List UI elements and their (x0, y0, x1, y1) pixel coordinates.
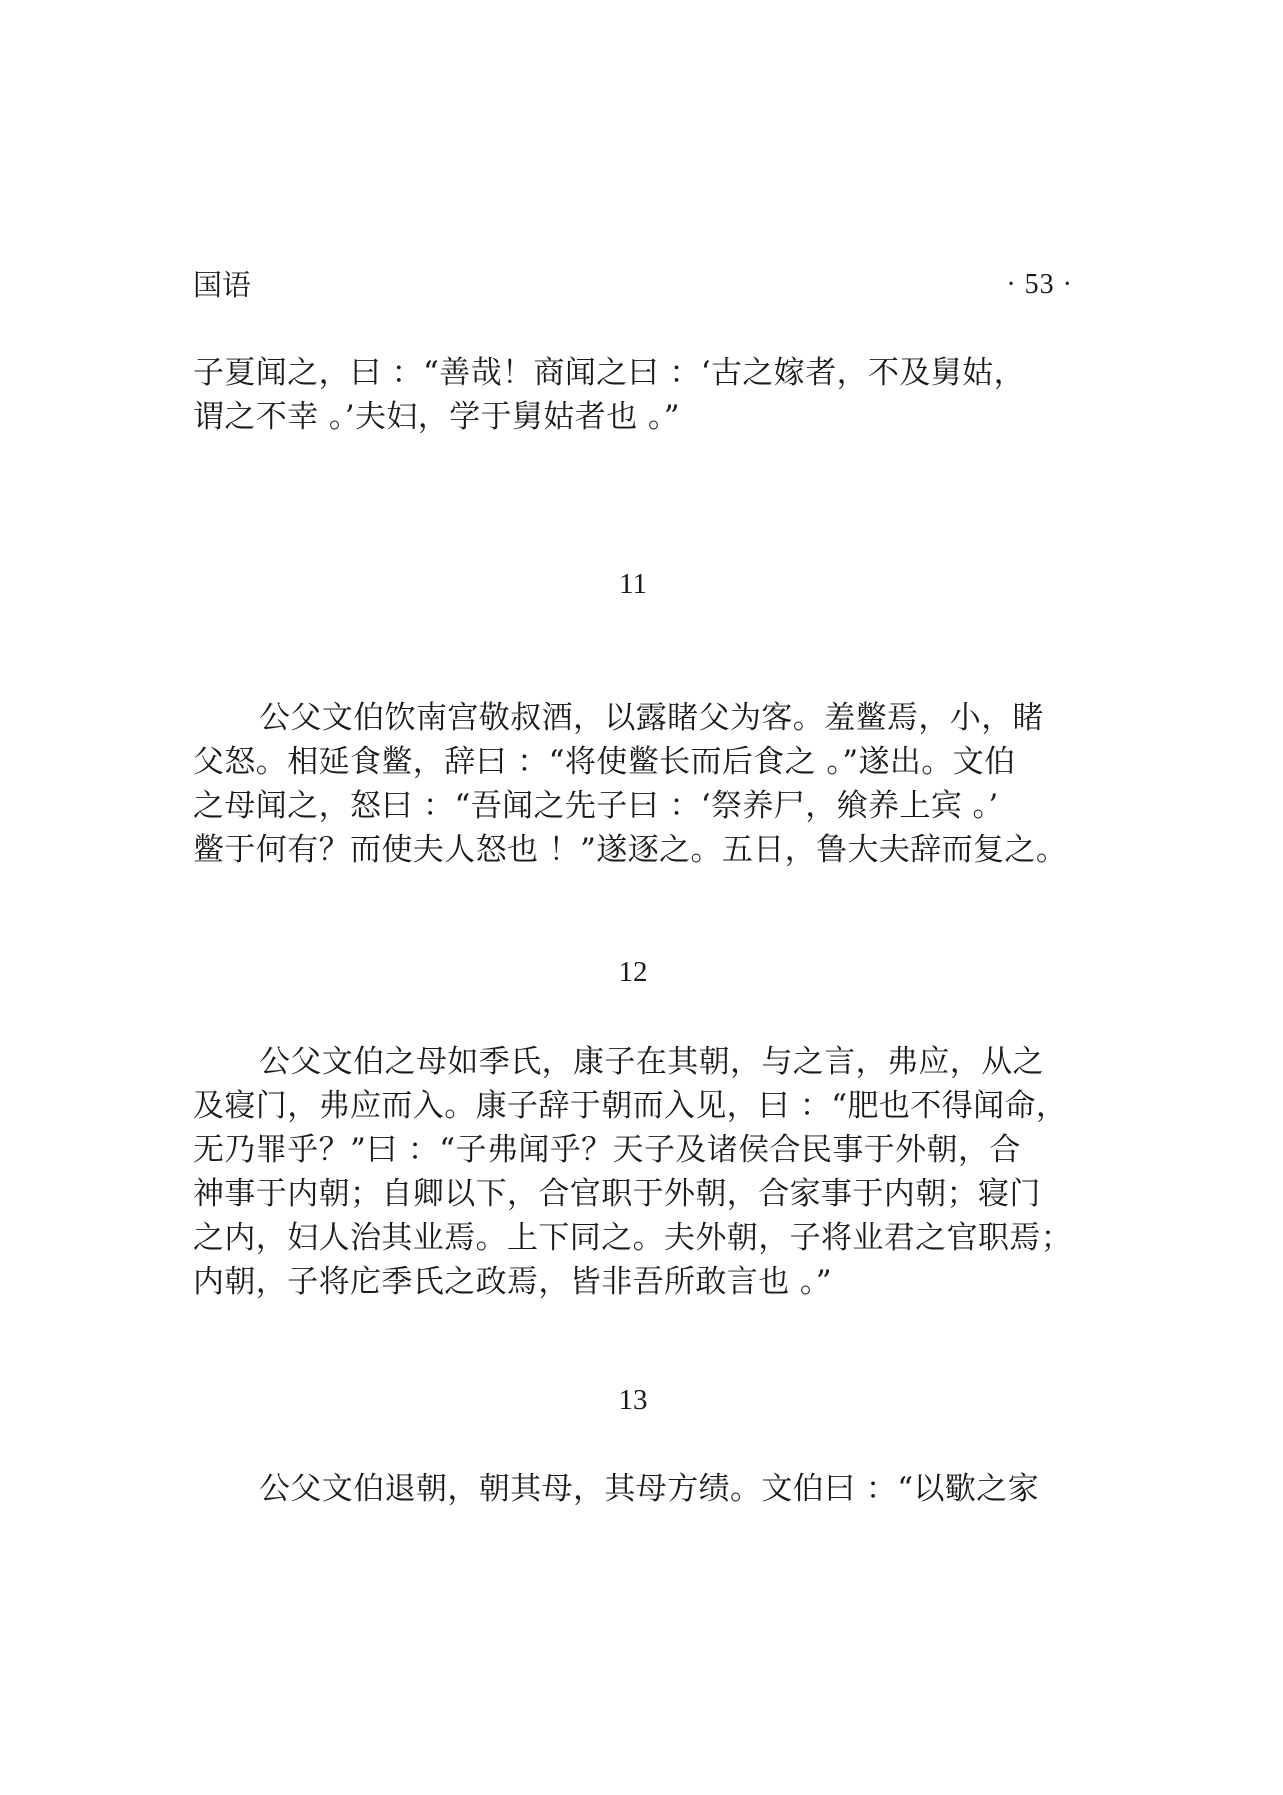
text-line: 之母闻之，怒曰 ：“吾闻之先子曰 ：‘祭养尸，飨养上宾 。’ (193, 788, 999, 824)
text-line: 公父文伯退朝，朝其母，其母方绩。文伯曰 ：“以歜之家 (259, 1471, 1040, 1507)
text-line: 谓之不幸 。’夫妇，学于舅姑者也 。” (193, 399, 681, 435)
section-number: 13 (618, 1384, 648, 1416)
text-line: 父怒。相延食鳖，辞曰 ：“将使鳖长而后食之 。”遂出。文伯 (193, 744, 1016, 780)
running-header (193, 265, 1073, 305)
text-line: 内朝，子将庀季氏之政焉，皆非吾所敢言也 。” (193, 1264, 832, 1300)
text-line: 神事于内朝；自卿以下，合官职于外朝，合家事于内朝；寝门 (193, 1176, 1041, 1212)
book-title: 国语 (193, 268, 252, 302)
text-line: 无乃罪乎？”曰 ：“子弗闻乎？天子及诸侯合民事于外朝，合 (193, 1132, 1021, 1168)
text-line: 子夏闻之，曰 ：“善哉！商闻之曰 ：‘古之嫁者，不及舅姑， (193, 355, 1026, 391)
section-number: 12 (618, 956, 648, 988)
page-number: · 53 · (1006, 269, 1073, 300)
text-line: 及寝门，弗应而入。康子辞于朝而入见，曰 ：“肥也不得闻命， (193, 1088, 1068, 1124)
text-line: 公父文伯饮南宫敬叔酒，以露睹父为客。羞鳖焉，小，睹 (259, 700, 1044, 736)
text-line: 之内，妇人治其业焉。上下同之。夫外朝，子将业君之官职焉； (193, 1220, 1073, 1256)
section-number: 11 (619, 568, 647, 600)
text-line: 鳖于何有？而使夫人怒也 ！”遂逐之。五日，鲁大夫辞而复之。 (193, 832, 1068, 868)
text-line: 公父文伯之母如季氏，康子在其朝，与之言，弗应，从之 (259, 1044, 1044, 1080)
